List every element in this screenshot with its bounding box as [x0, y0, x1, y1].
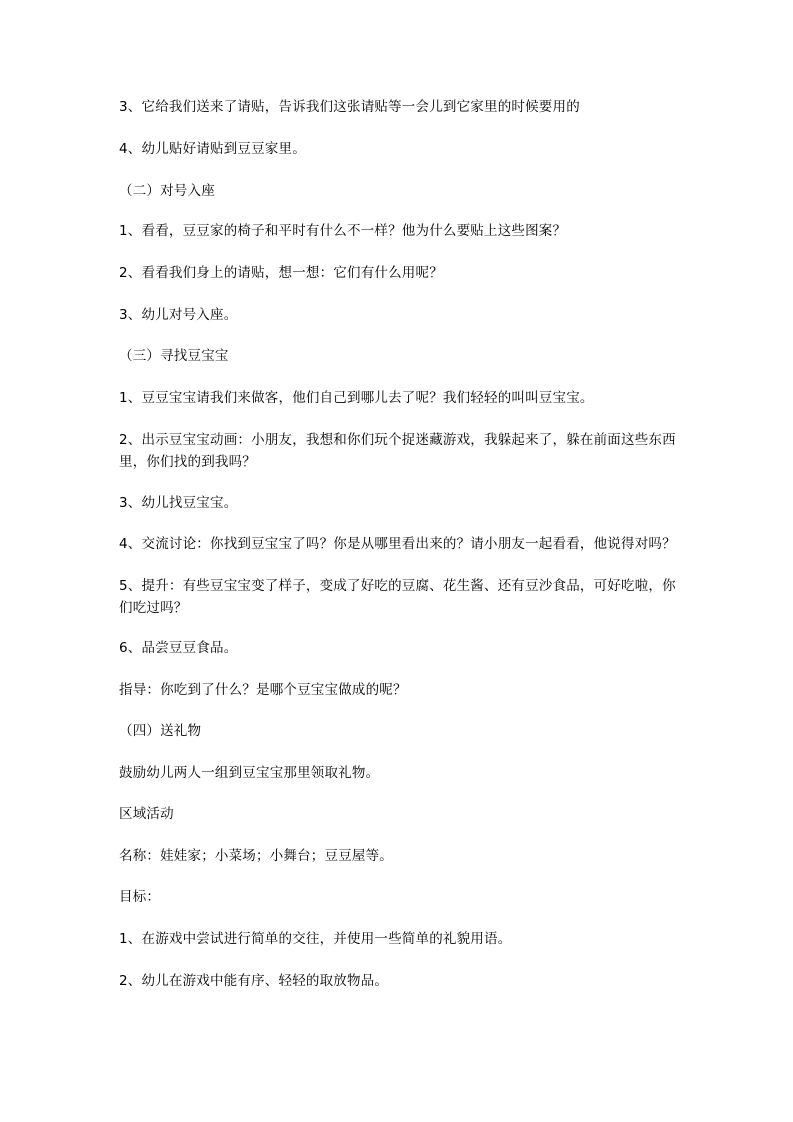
- paragraph-where-are-bean-babies: 1、豆豆宝宝请我们来做客，他们自己到哪儿去了呢？我们轻轻的叫叫豆宝宝。: [119, 390, 594, 406]
- paragraph-children-search: 3、幼儿找豆宝宝。: [119, 495, 238, 511]
- paragraph-goal-communication: 1、在游戏中尝试进行简单的交往，并使用一些简单的礼貌用语。: [119, 931, 512, 947]
- heading-area-activities: 区域活动: [119, 806, 174, 822]
- paragraph-goal-orderly: 2、幼儿在游戏中能有序、轻轻的取放物品。: [119, 973, 389, 989]
- paragraph-look-at-chairs: 1、看看，豆豆家的椅子和平时有什么不一样？他为什么要贴上这些图案？: [119, 223, 567, 239]
- section-heading-gifts: （四）送礼物: [119, 723, 202, 739]
- paragraph-collect-gifts: 鼓励幼儿两人一组到豆宝宝那里领取礼物。: [119, 765, 380, 781]
- paragraph-activity-names: 名称：娃娃家；小菜场；小舞台；豆豆屋等。: [119, 848, 393, 864]
- section-heading-seat-matching: （二）对号入座: [119, 183, 215, 199]
- section-heading-find-bean-babies: （三）寻找豆宝宝: [119, 348, 229, 364]
- paragraph-bean-foods: 5、提升：有些豆宝宝变了样子，变成了好吃的豆腐、花生酱、还有豆沙食品，可好吃啦，你们吃过吗？: [119, 578, 676, 616]
- paragraph-guidance: 指导：你吃到了什么？是哪个豆宝宝做成的呢？: [119, 682, 407, 698]
- paragraph-hide-and-seek-animation: 2、出示豆宝宝动画：小朋友，我想和你们玩个捉迷藏游戏，我躲起来了，躲在前面这些东西里，你们找的到我吗？: [119, 432, 676, 470]
- paragraph-taste-bean-food: 6、品尝豆豆食品。: [119, 640, 238, 656]
- paragraph-stick-invitation: 4、幼儿贴好请贴到豆豆家里。: [119, 141, 306, 157]
- paragraph-discussion: 4、交流讨论：你找到豆宝宝了吗？你是从哪里看出来的？请小朋友一起看看，他说得对吗？: [119, 536, 676, 552]
- paragraph-take-seats: 3、幼儿对号入座。: [119, 307, 238, 323]
- paragraph-look-at-stickers: 2、看看我们身上的请贴，想一想：它们有什么用呢？: [119, 265, 443, 281]
- heading-goals: 目标：: [119, 889, 161, 905]
- paragraph-invitation-purpose: 3、它给我们送来了请贴，告诉我们这张请贴等一会儿到它家里的时候要用的: [119, 99, 580, 115]
